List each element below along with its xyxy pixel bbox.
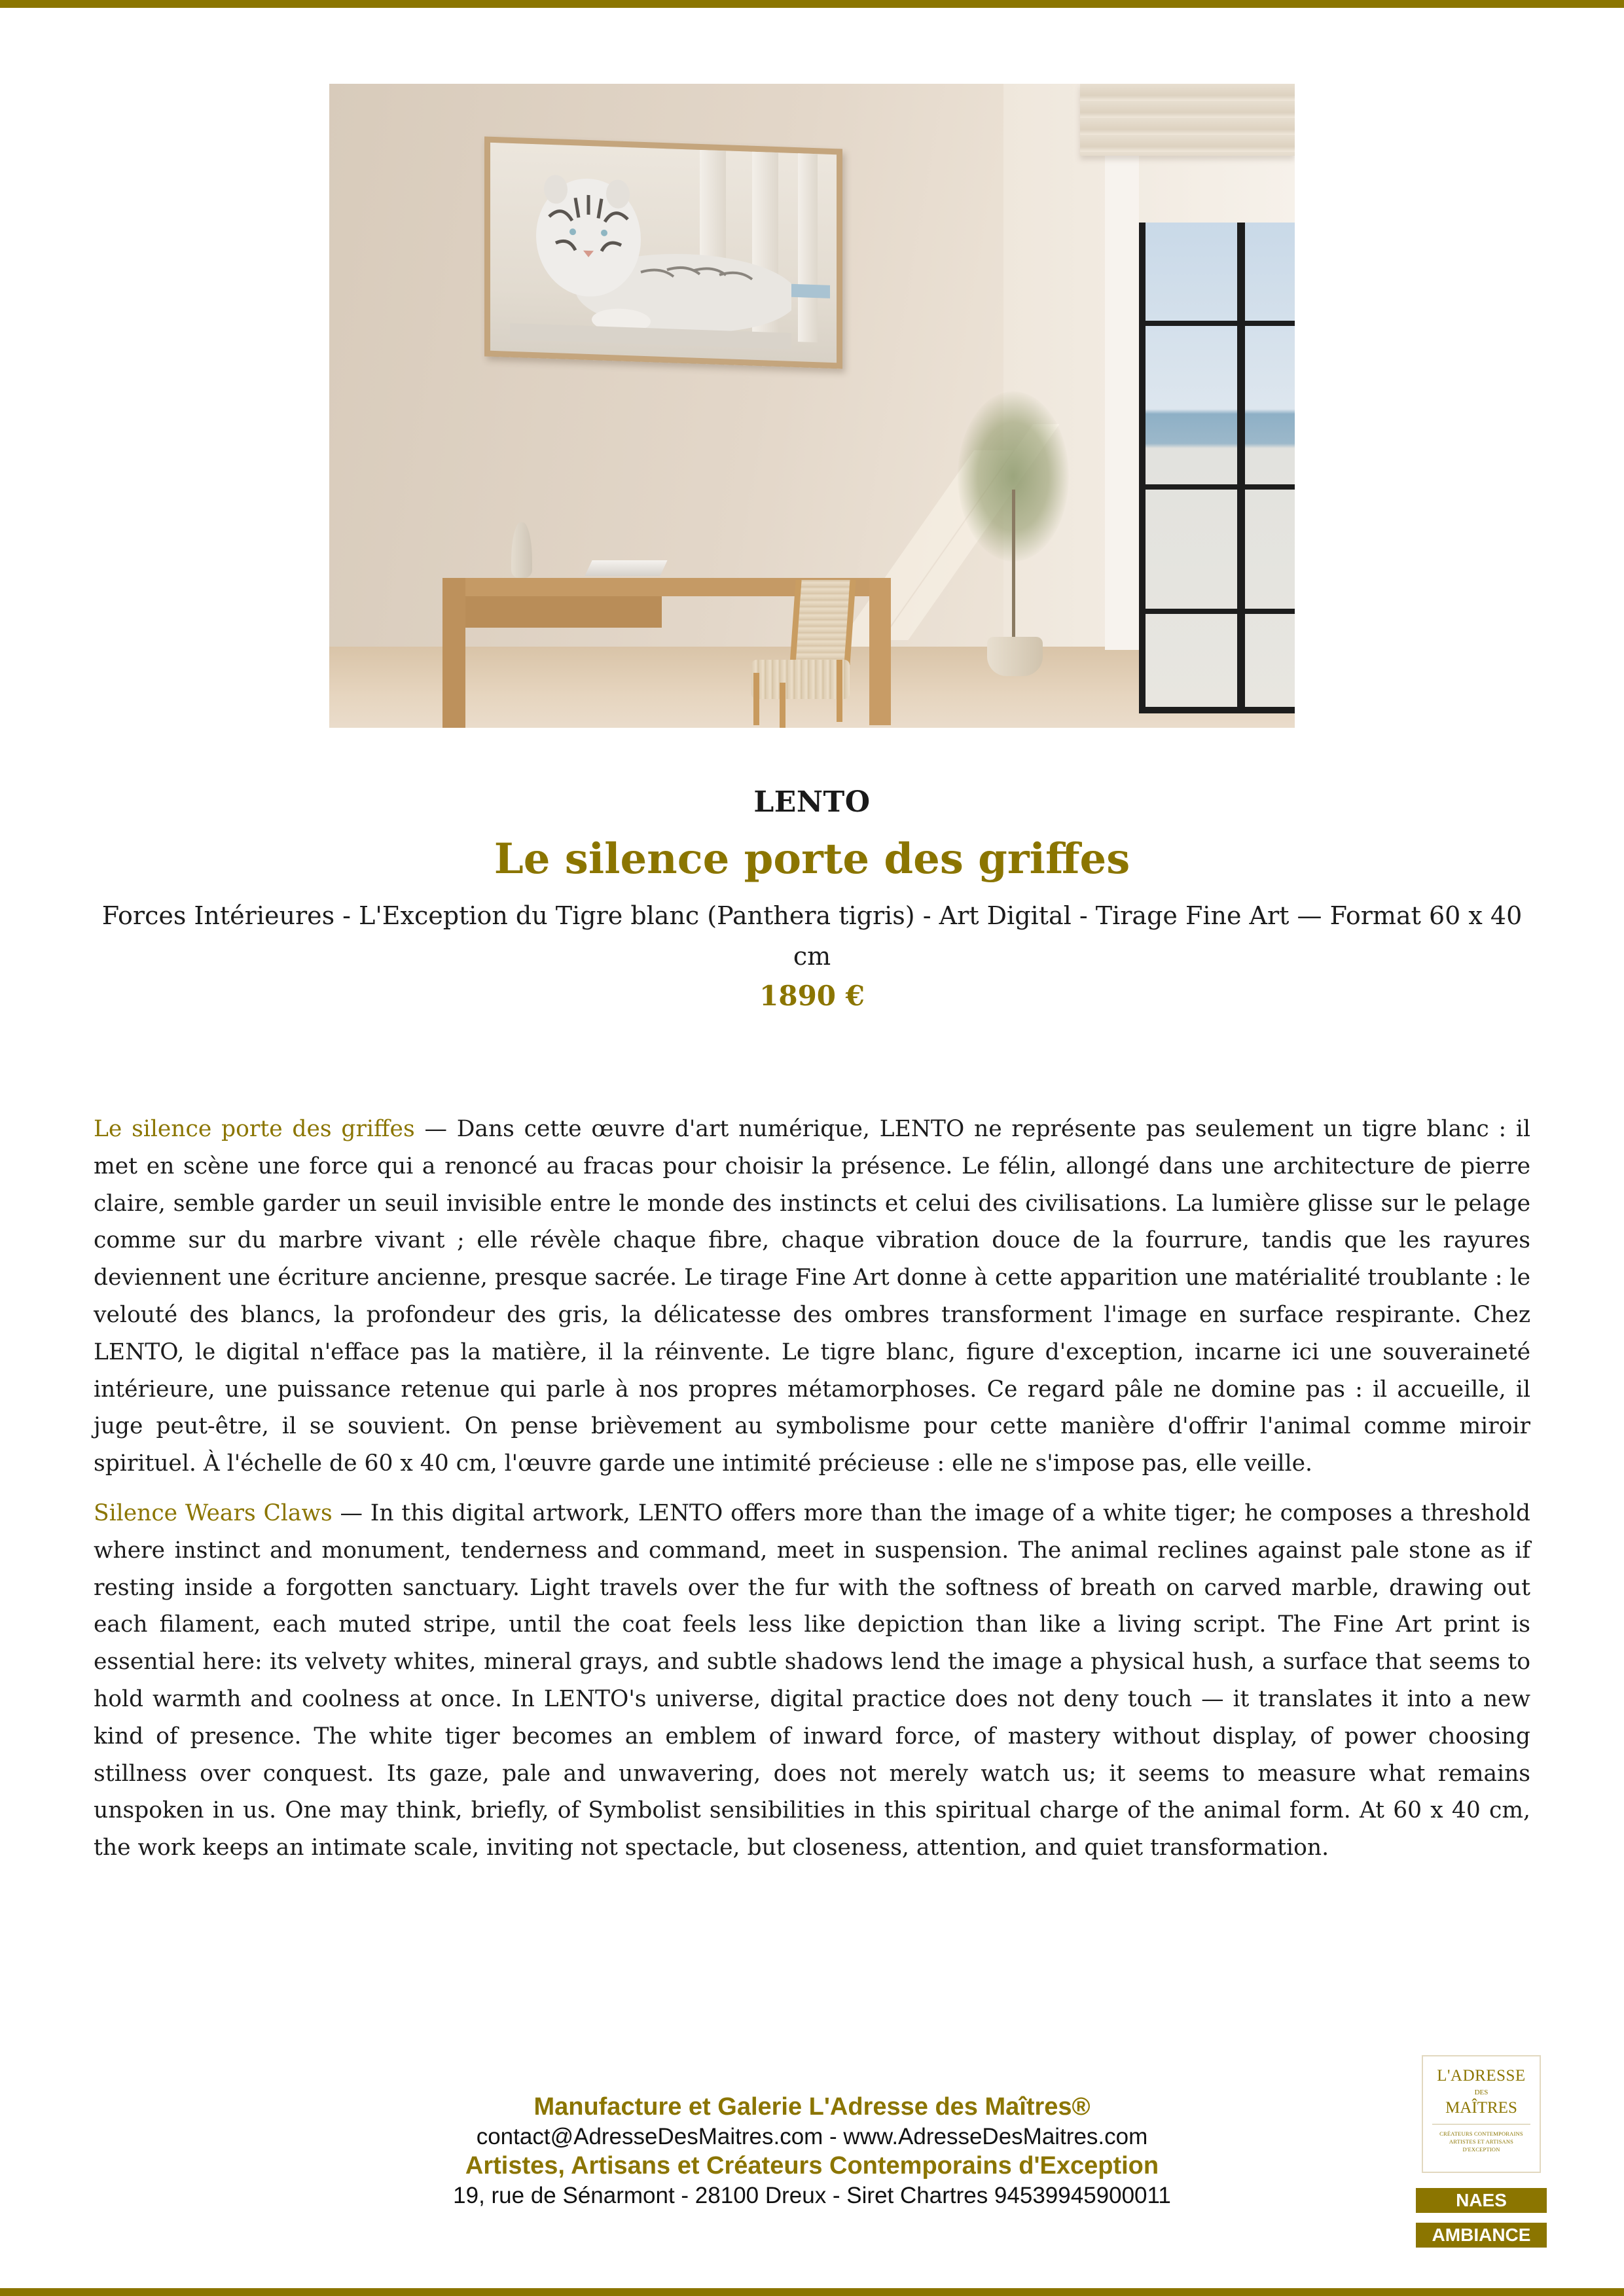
chair-back [789,580,856,665]
chair-seat [751,660,850,699]
ambiance-badge: AMBIANCE [1416,2223,1547,2248]
white-tiger-icon [510,156,791,350]
naes-badge: NAES [1416,2188,1547,2213]
logo-line: L'ADRESSE [1437,2067,1526,2085]
description-fr-body: — Dans cette œuvre d'art numérique, LENTO ne représente pas seulement un tigre blanc : il met en scène une force qui a renoncé au fracas pour choisir la présence. Le félin, allongé dans une architecture de pierre claire, semble garder un seuil invisible entre le monde des instincts et celui des civilisations. La lumière glisse sur le pelage comme sur du marbre vivant ; elle révèle chaque fibre, chaque vibration douce de la fourrure, tandis que les rayures deviennent une écriture ancienne, presque sacrée. Le tirage Fine Art donne à cette apparition une matérialité troublante : le velouté des blancs, la profondeur des gris, la délicatesse des ombres transforment l'image en surface respirante. Chez LENTO, le digital n'efface pas la matière, il la réinvente. Le tigre blanc, figure d'exception, incarne ici une souveraineté intérieure, une puissance retenue qui parle à nos propres métamorphoses. Ce regard pâle ne domine pas : il accueille, il juge peut-être, il se souvient. On pense brièvement au symbolisme pour cette manière d'offrir l'animal comme miroir spirituel. À l'échelle de 60 x 40 cm, l'œuvre garde une intimité précieuse : elle ne s'impose pas, elle veille. [94,1116,1531,1477]
framed-artwork [484,136,842,368]
description-fr-lead: Le silence porte des griffes [94,1116,415,1142]
artwork-subtitle: Forces Intérieures - L'Exception du Tigre blanc (Panthera tigris) - Art Digital - Tirage Fine Art — Format 60 x 40 cm [101,901,1523,971]
desk-leg [869,578,891,725]
logo-line: MAÎTRES [1445,2099,1517,2117]
olive-tree-trunk [1012,490,1015,639]
footer-address: 19, rue de Sénarmont - 28100 Dreux - Siret Chartres 94539945900011 [453,2183,1171,2208]
sea-strip [791,284,830,298]
logo-line: DES [1474,2089,1489,2096]
description-fr [94,1111,1530,1482]
window-sill [1146,707,1295,713]
footer [327,2092,1297,2210]
chair-leg [837,660,842,722]
desk-leg [442,578,465,728]
footer-contact[interactable]: contact@AdresseDesMaitres.com - www.AdresseDesMaitres.com [476,2124,1148,2149]
window-jamb [1105,156,1139,650]
top-accent-bar [0,0,1624,8]
logo-line: D'EXCEPTION [1462,2146,1500,2153]
open-book [585,560,667,576]
window-mullion [1237,223,1245,713]
footer-tagline: Artistes, Artisans et Créateurs Contemporains d'Exception [465,2152,1159,2179]
chair-leg [753,673,759,725]
description-en-body: — In this digital artwork, LENTO offers more than the image of a white tiger; he composes a threshold where instinct and monument, tenderness and command, meet in suspension. The animal reclines against pale stone as if resting inside a forgotten sanctuary. Light travels over the fur with the softness of breath on carved marble, drawing out each filament, each muted stripe, until the coat feels less like depiction than like a living script. The Fine Art print is essential here: its velvety whites, mineral grays, and subtle shadows lend the image a physical hush, a surface that seems to hold warmth and coolness at once. In LENTO's universe, digital practice does not deny touch — it translates it into a new kind of presence. The white tiger becomes an emblem of inward force, of mastery without display, of power choosing stillness over conquest. Its gaze, pale and unwavering, does not merely watch us; it seems to measure what remains unspoken in us. One may think, briefly, of Symbolist sensibilities in this spiritual charge of the animal form. At 60 x 40 cm, the work keeps an intimate scale, inviting not spectacle, but closeness, attention, and quiet transformation. [94,1499,1531,1861]
logo-line: CRÉATEURS CONTEMPORAINS [1439,2130,1523,2137]
desk-apron [465,596,662,628]
window-mullion [1146,609,1295,614]
bottom-accent-bar [0,2288,1624,2296]
window-mullion [1146,484,1295,490]
footer-company: Manufacture et Galerie L'Adresse des Maîtres® [533,2093,1091,2121]
chair-leg [780,683,785,728]
roman-blind [1080,84,1295,156]
gallery-logo [1422,2055,1541,2173]
vase [511,522,532,578]
artist-name: LENTO [753,785,871,819]
description [94,1111,1530,1879]
artwork-title: Le silence porte des griffes [494,834,1130,884]
plant-pot [987,637,1043,676]
artwork-price: 1890 € [759,980,865,1012]
hero-image [329,84,1295,728]
logo-divider [1432,2124,1530,2125]
description-en [94,1495,1530,1867]
description-en-lead: Silence Wears Claws [94,1499,333,1526]
window-mullion [1146,321,1295,326]
pillar [798,153,818,342]
logo-line: ARTISTES ET ARTISANS [1449,2138,1514,2145]
window [1139,223,1295,713]
